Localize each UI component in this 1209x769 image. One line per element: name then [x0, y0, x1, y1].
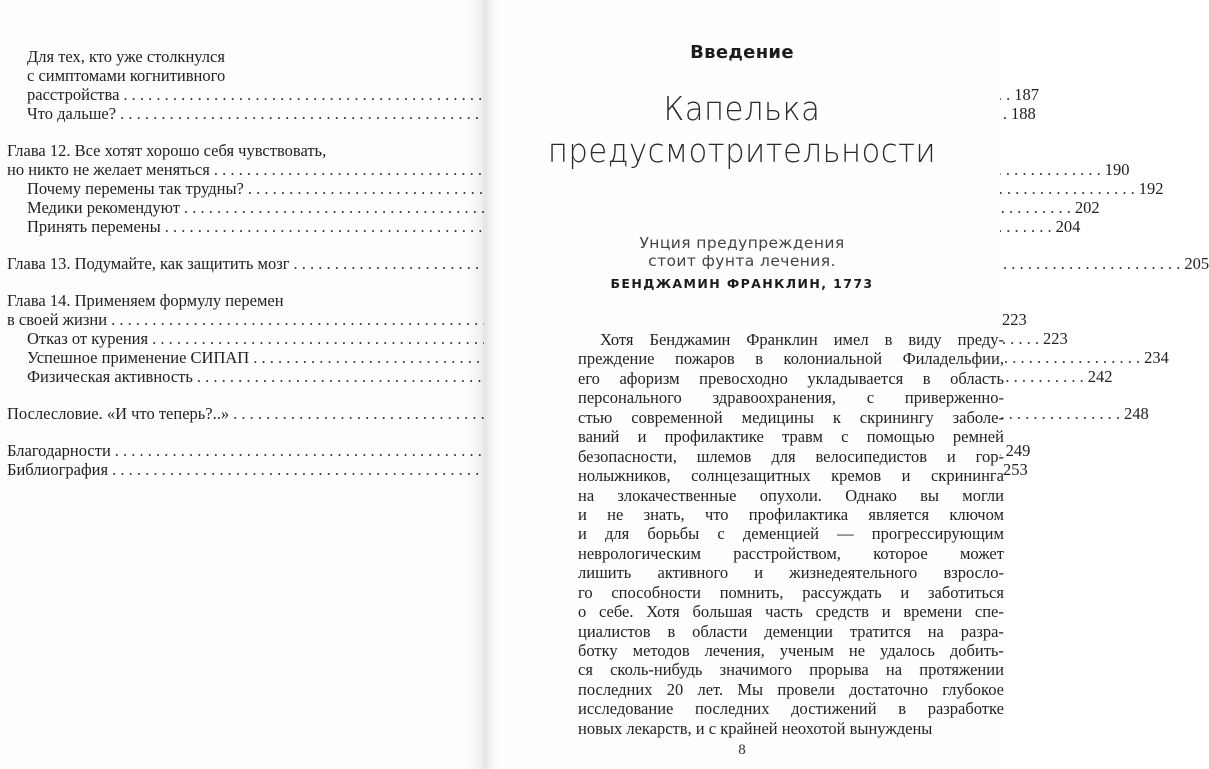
toc-gap [7, 423, 391, 441]
body-line: его афоризм превосходно укладывается в область [578, 368, 1004, 388]
toc-entry-page: 188 [1010, 104, 1036, 123]
toc-entry-label: Успешное применение СИПАП [27, 348, 250, 367]
epigraph-author: БЕНДЖАМИН ФРАНКЛИН, 1773 [610, 276, 874, 291]
right-page [484, 0, 1004, 769]
toc-entry-label: Послесловие. «И что теперь?..» [7, 404, 230, 423]
toc-entry-label: Библиография [7, 460, 109, 479]
body-line: исследование последних достижений в разработке [578, 699, 1004, 719]
body-line: и не знать, что профилактика является ключом [578, 504, 1004, 524]
toc-entry-label: расстройства [27, 85, 120, 104]
chapter-title-line-2: предусмотрительности [547, 131, 937, 170]
body-line: ваний и профилактике травм с помощью ремней [578, 427, 1004, 447]
toc-entry-page: 205 [1184, 254, 1209, 273]
toc-entry: с симптомами когнитивного [27, 66, 226, 85]
epigraph [484, 234, 1000, 270]
toc-entry: Для тех, кто уже столкнулся [27, 47, 225, 66]
toc-gap [7, 273, 391, 291]
body-text [578, 330, 1004, 738]
body-line: ботку методов лечения, ученым не удалось добить- [578, 641, 1004, 660]
toc-entry [7, 160, 1130, 179]
toc-entry-page: 223 [1042, 329, 1068, 348]
toc-entry-label: но никто не желает меняться [7, 160, 210, 179]
toc-entry-page: 234 [1144, 348, 1169, 367]
toc-entry-label: Физическая активность [27, 367, 193, 386]
toc-entry-page: 202 [1074, 198, 1100, 217]
body-line: на злокачественные опухоли. Однако вы могли [578, 485, 1004, 505]
epigraph-line-1: Унция предупреждения [639, 234, 845, 252]
toc-entry-label: Почему перемены так трудны? [27, 179, 244, 198]
toc-gap [7, 236, 391, 254]
toc-entry-label: Принять перемены [27, 217, 161, 236]
toc-entry-label: Что дальше? [27, 104, 117, 123]
body-line: последних 20 лет. Мы провели достаточно глубокое [578, 679, 1004, 699]
toc-entry-page: 253 [1002, 460, 1028, 479]
body-line: лишить активного и жизнедеятельного взросло- [578, 563, 1004, 583]
body-line: нолыжников, солнцезащитных кремов и скрининга [578, 466, 1004, 486]
toc-entry [7, 198, 1100, 217]
toc-entry-page: 192 [1138, 179, 1164, 198]
body-line: о себе. Хотя большая часть средств и времени спе- [578, 602, 1004, 622]
body-line: Хотя Бенджамин Франклин имел в виду преду- [600, 330, 1004, 349]
toc-entry-label: Отказ от курения [27, 329, 149, 348]
toc-entry-page: 204 [1055, 217, 1081, 236]
toc-entry: Глава 14. Применяем формулу перемен [7, 291, 284, 310]
epigraph-line-2: стоит фунта лечения. [648, 252, 836, 270]
toc-entry-page: 248 [1124, 404, 1149, 423]
toc-entry-page: 223 [1001, 310, 1027, 329]
body-line: и для борьбы с деменцией — прогрессирующим [578, 524, 1004, 544]
body-line: го способности помнить, рассуждать и заботиться [578, 582, 1004, 602]
toc-gap [7, 123, 391, 141]
toc-entry-label: Глава 13. Подумайте, как защитить мозг [7, 254, 290, 273]
body-line: ся сколь-нибудь значимого прорыва на протяжении [578, 660, 1004, 680]
toc-entry [7, 217, 1081, 236]
section-label: Введение [690, 42, 794, 63]
toc-entry-label: Благодарности [7, 441, 111, 460]
toc-entry: Глава 12. Все хотят хорошо себя чувствовать, [7, 141, 327, 160]
toc-entry [7, 310, 1027, 329]
chapter-title-line-1: Капелька [663, 89, 821, 128]
chapter-title [502, 88, 982, 172]
body-line: стью современной медицины к скринингу заболе- [578, 407, 1004, 427]
toc-entry-label: в своей жизни [7, 310, 108, 329]
toc-entry [7, 85, 1040, 104]
body-line: безопасности, шлемов для велосипедистов и гор- [578, 446, 1004, 466]
page-number: 8 [738, 742, 746, 758]
toc-entry-page: 187 [1014, 85, 1040, 104]
body-line: циалистов в области деменции тратится на разра- [578, 621, 1004, 641]
toc-entry-label: Медики рекомендуют [27, 198, 181, 217]
toc-entry [7, 179, 1164, 198]
body-line: персонального здравоохранения, с приверженно- [578, 388, 1004, 408]
toc-entry [7, 104, 1036, 123]
body-line: новых лекарств, и с крайней неохотой вынуждены [578, 718, 933, 738]
toc-entry-page: 249 [1005, 441, 1031, 460]
toc-entry-page: 190 [1104, 160, 1130, 179]
body-line: преждение пожаров в колониальной Филадельфии, [578, 349, 1004, 369]
toc-gap [7, 386, 391, 404]
body-line: неврологическим расстройством, которое может [578, 543, 1004, 563]
toc-entry-page: 242 [1087, 367, 1113, 386]
